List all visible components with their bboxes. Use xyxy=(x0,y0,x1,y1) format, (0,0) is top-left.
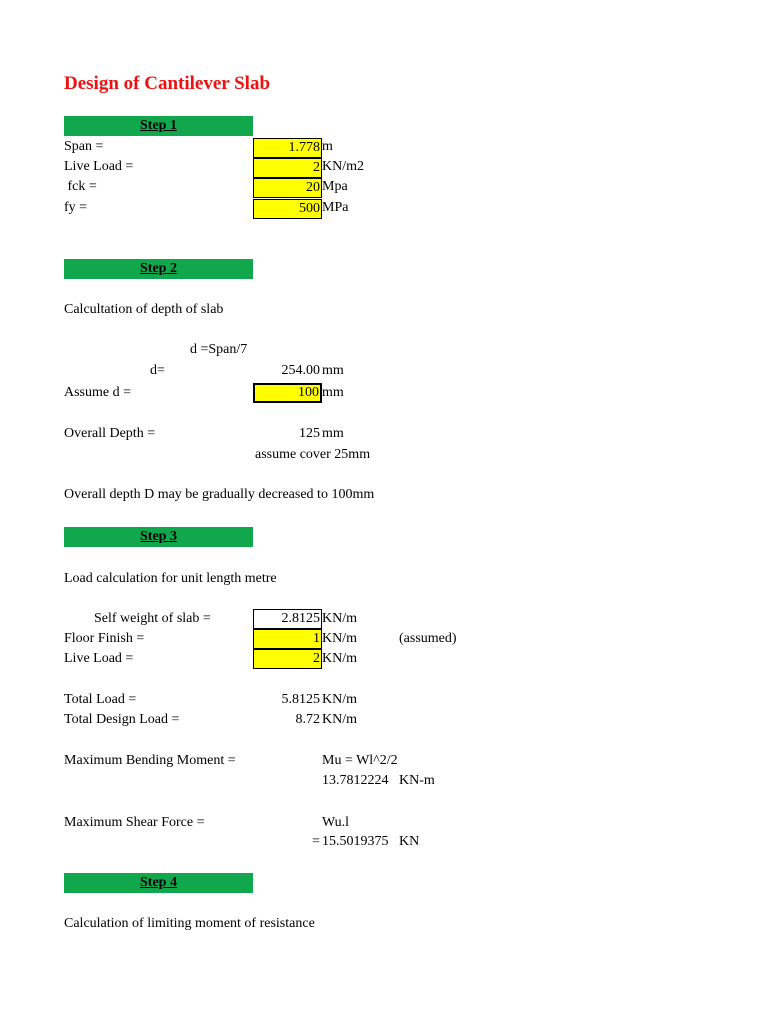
d-value: 254.00 xyxy=(281,363,320,378)
span-input[interactable]: 1.778 xyxy=(253,138,322,158)
self-weight-label: Self weight of slab = xyxy=(94,611,211,626)
bending-moment-formula: Mu = Wl^2/2 xyxy=(322,753,398,768)
shear-force-equals: = xyxy=(312,834,320,849)
step2-header: Step 2 xyxy=(64,259,253,279)
total-load-label: Total Load = xyxy=(64,692,137,707)
step3-live-load-unit: KN/m xyxy=(322,651,357,666)
fck-input[interactable]: 20 xyxy=(253,178,322,198)
shear-force-formula: Wu.l xyxy=(322,815,350,830)
depth-intro: Calcultation of depth of slab xyxy=(64,302,224,317)
step3-header: Step 3 xyxy=(64,527,253,547)
fy-unit: MPa xyxy=(322,200,349,215)
cover-note: assume cover 25mm xyxy=(255,447,371,462)
d-unit: mm xyxy=(322,363,344,378)
span-label: Span = xyxy=(64,139,104,154)
fck-label: fck = xyxy=(64,179,97,194)
live-load-unit: KN/m2 xyxy=(322,159,364,174)
d-label: d= xyxy=(150,363,165,378)
shear-force-label: Maximum Shear Force = xyxy=(64,815,205,830)
load-intro: Load calculation for unit length metre xyxy=(64,571,277,586)
depth-formula: d =Span/7 xyxy=(190,342,248,357)
floor-finish-label: Floor Finish = xyxy=(64,631,145,646)
span-unit: m xyxy=(322,139,333,154)
self-weight-unit: KN/m xyxy=(322,611,357,626)
overall-depth-value: 125 xyxy=(299,426,320,441)
step3-live-load-input[interactable]: 2 xyxy=(253,649,322,669)
page-title: Design of Cantilever Slab xyxy=(64,73,271,94)
moment-resistance-intro: Calculation of limiting moment of resistance xyxy=(64,916,315,931)
design-load-label: Total Design Load = xyxy=(64,712,180,727)
bending-moment-value: 13.7812224 xyxy=(322,773,389,788)
depth-note: Overall depth D may be gradually decreased to 100mm xyxy=(64,487,375,502)
shear-force-value: 15.5019375 xyxy=(322,834,389,849)
live-load-input[interactable]: 2 xyxy=(253,158,322,178)
overall-depth-unit: mm xyxy=(322,426,344,441)
design-load-unit: KN/m xyxy=(322,712,357,727)
design-load-value: 8.72 xyxy=(295,712,320,727)
bending-moment-unit: KN-m xyxy=(399,773,435,788)
overall-depth-label: Overall Depth = xyxy=(64,426,156,441)
shear-force-unit: KN xyxy=(399,834,420,849)
total-load-value: 5.8125 xyxy=(281,692,320,707)
step3-live-load-label: Live Load = xyxy=(64,651,134,666)
floor-finish-input[interactable]: 1 xyxy=(253,629,322,649)
step4-header: Step 4 xyxy=(64,873,253,893)
fy-input[interactable]: 500 xyxy=(253,199,322,219)
assume-d-input[interactable]: 100 xyxy=(253,383,322,403)
self-weight-value: 2.8125 xyxy=(253,609,322,629)
total-load-unit: KN/m xyxy=(322,692,357,707)
step1-header: Step 1 xyxy=(64,116,253,136)
live-load-label: Live Load = xyxy=(64,159,134,174)
assume-d-label: Assume d = xyxy=(64,385,132,400)
bending-moment-label: Maximum Bending Moment = xyxy=(64,753,236,768)
assume-d-unit: mm xyxy=(322,385,344,400)
floor-finish-note: (assumed) xyxy=(399,631,457,646)
fck-unit: Mpa xyxy=(322,179,348,194)
floor-finish-unit: KN/m xyxy=(322,631,357,646)
fy-label: fy = xyxy=(64,200,88,215)
